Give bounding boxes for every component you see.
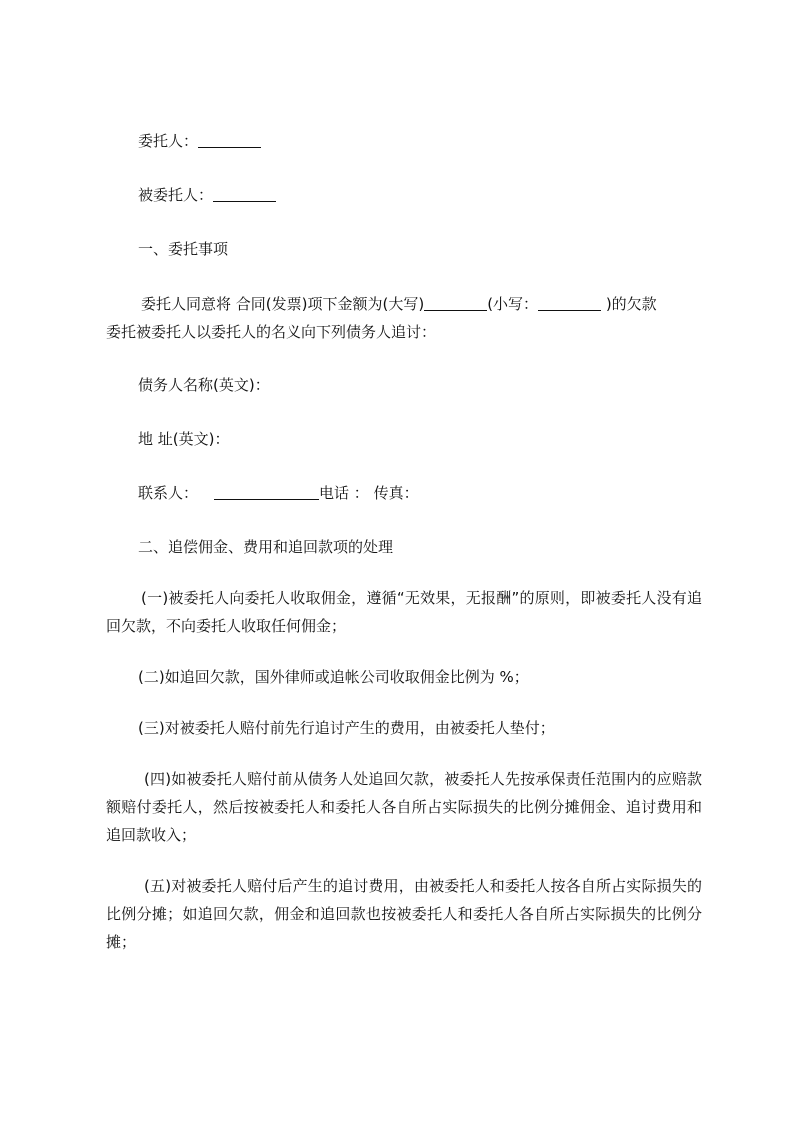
agent-label: 被委托人： [138,186,214,204]
entrust-text-3: )的欠款 [601,295,657,313]
debtor-name-line: 债务人名称(英文)： [138,376,270,394]
amount-words-blank [424,293,487,311]
principal-blank [198,130,261,148]
contact-line [106,479,702,507]
item-2: (二)如追回欠款，国外律师或追帐公司收取佣金比例为 %； [138,668,529,686]
item-5: (五)对被委托人赔付后产生的追讨费用，由被委托人和委托人按各自所占实际损失的比例分摊；如追回欠款，佣金和追回款也按被委托人和委托人各自所占实际损失的比例分摊； [106,877,702,951]
section2-title: 二、追偿佣金、费用和追回款项的处理 [138,538,394,556]
item-3: (三)对被委托人赔付前先行追讨产生的费用，由被委托人垫付； [138,719,555,737]
principal-label: 委托人： [138,132,199,150]
principal-line [106,127,702,155]
paragraph-entrust-line2: 委托被委托人以委托人的名义向下列债务人追讨： [106,323,437,341]
paragraph-entrust [106,290,702,346]
entrust-text-1: 委托人同意将 合同(发票)项下金额为(大写) [141,295,425,313]
document-body [106,127,702,956]
phone-label: 电话 ： [319,484,374,502]
entrust-text-2: (小写： [487,295,539,313]
agent-line [106,181,702,209]
contact-blank [214,482,319,500]
item-1: (一)被委托人向委托人收取佣金，遵循“无效果，无报酬”的原则，即被委托人没有追回欠款，不向委托人收取任何佣金； [106,589,702,635]
item-4: (四)如被委托人赔付前从债务人处追回欠款，被委托人先按承保责任范围内的应赔款额赔付委托人，然后按被委托人和委托人各自所占实际损失的比例分摊佣金、追讨费用和追回款收入； [106,770,702,844]
address-line: 地 址(英文)： [138,430,230,448]
fax-label: 传真： [373,484,419,502]
paragraph-entrust-line1 [106,290,702,318]
section1-title: 一、委托事项 [138,240,229,258]
amount-figures-blank [538,293,601,311]
contact-label: 联系人： [138,484,199,502]
agent-blank [213,184,276,202]
